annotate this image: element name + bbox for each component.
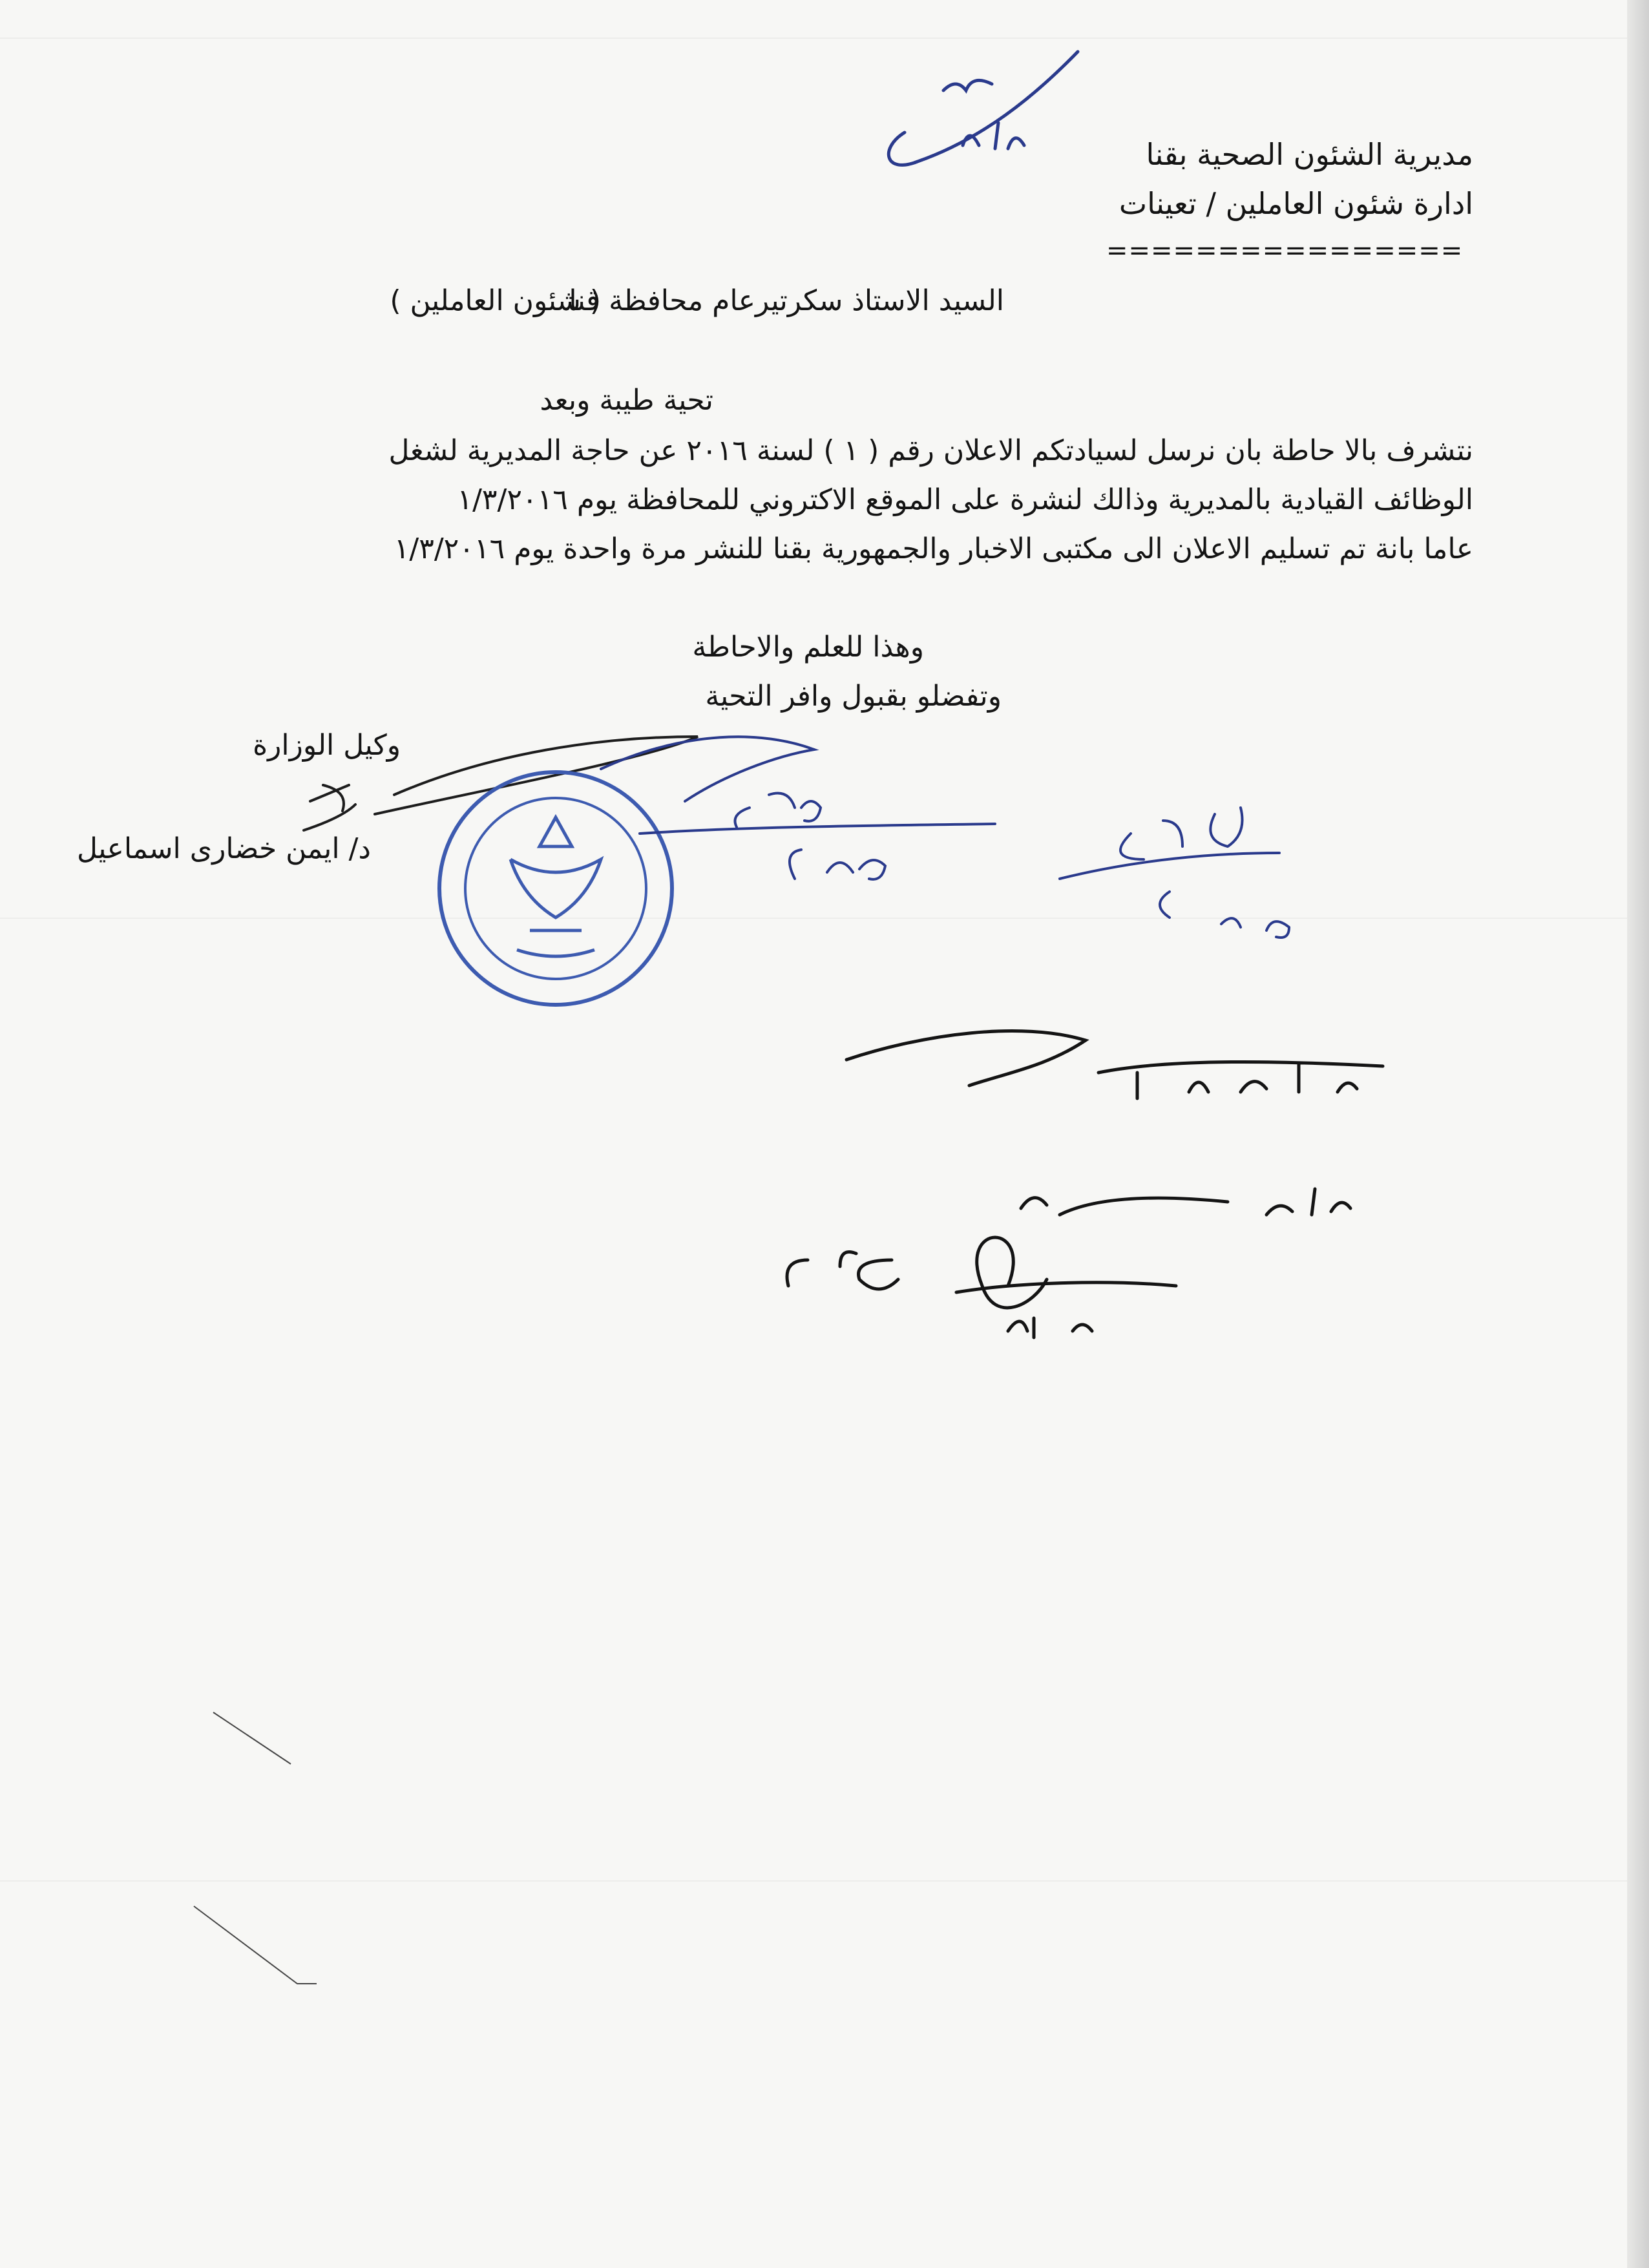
official-seal: [439, 772, 672, 1005]
directorate-name: مديرية الشئون الصحية بقنا: [1146, 137, 1473, 172]
closing-line-2: وتفضلو بقبول وافر التحية: [705, 680, 1002, 713]
top-note-handwriting: [888, 52, 1078, 165]
signatory-title: وكيل الوزارة: [253, 729, 401, 762]
right-signature: [1060, 808, 1289, 938]
header-separator: ================: [1106, 236, 1464, 266]
signatory-name: د/ ايمن خضارى اسماعيل: [76, 832, 371, 865]
handwritten-directive: [787, 1031, 1383, 1338]
department-name: ادارة شئون العاملين / تعينات: [1119, 186, 1473, 221]
body-line-3: عاما بانة تم تسليم الاعلان الى مكتبى الاخبار والجمهورية بقنا للنشر مرة واحدة يوم ١/٣/٢٠١٦: [394, 532, 1473, 565]
body-line-2: الوظائف القيادية بالمديرية وذالك لنشرة على الموقع الاكتروني للمحافظة يوم ١/٣/٢٠١٦: [457, 483, 1473, 516]
body-line-1: نتشرف بالا حاطة بان نرسل لسيادتكم الاعلان رقم ( ١ ) لسنة ٢٠١٦ عن حاجة المديرية لشغل: [388, 434, 1473, 467]
recipient-line: السيد الاستاذ سكرتيرعام محافظة قنا: [569, 284, 1004, 317]
middle-signature: [601, 737, 995, 879]
recipient-section: ( شئون العاملين ): [390, 284, 601, 317]
stray-pen-marks: [194, 1712, 317, 1984]
closing-line-1: وهذا للعلم والاحاطة: [692, 631, 924, 664]
greeting: تحية طيبة وبعد: [540, 384, 713, 417]
